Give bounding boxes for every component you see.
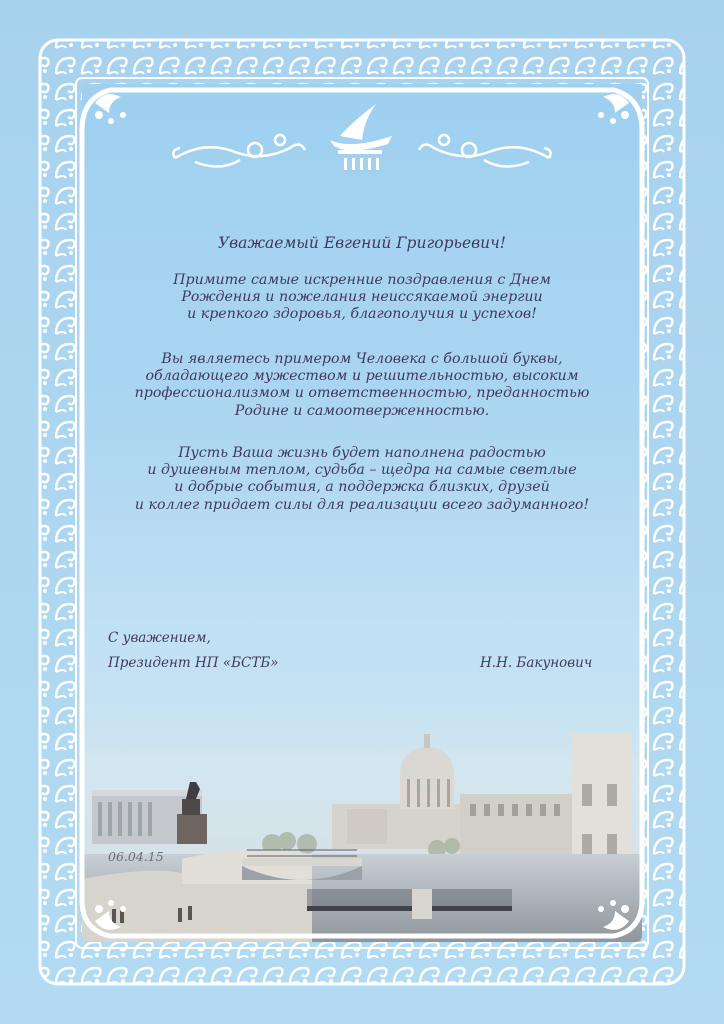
scroll-ornament-left-icon bbox=[173, 135, 305, 167]
text-line: и коллег придает силы для реализации всего задуманного! bbox=[134, 496, 590, 513]
letter-greeting: Уважаемый Евгений Григорьевич! bbox=[217, 234, 507, 252]
text-line: профессионализмом и ответственностью, преданностью bbox=[134, 385, 590, 402]
text-line: обладающего мужеством и решительностью, высоким bbox=[145, 368, 579, 385]
text-line: Пусть Ваша жизнь будет наполнена радостью bbox=[178, 445, 546, 461]
signature-name: Н.Н. Бакунович bbox=[480, 655, 593, 671]
letter-date: 06.04.15 bbox=[108, 849, 164, 864]
text-line: Родине и самоотверженностью. bbox=[234, 402, 490, 419]
ship-emblem-icon bbox=[330, 104, 392, 170]
text-line: Рождения и пожелания неиссякаемой энергии bbox=[181, 289, 543, 306]
signature-regards: С уважением, bbox=[108, 630, 211, 646]
scroll-ornament-right-icon bbox=[419, 135, 551, 167]
letter-paragraph-3 bbox=[82, 445, 642, 514]
text-line: и крепкого здоровья, благополучия и успехов! bbox=[187, 306, 537, 323]
signature-position: Президент НП «БСТБ» bbox=[108, 655, 279, 671]
text-line: и душевным теплом, судьба – щедра на самые светлые bbox=[147, 462, 577, 479]
text-line: Вы являетесь примером Человека с большой буквы, bbox=[161, 351, 563, 367]
letter-paragraph-2 bbox=[82, 351, 642, 420]
letter-paragraph-1 bbox=[82, 272, 642, 324]
text-line: и добрые события, а поддержка близких, друзей bbox=[174, 479, 550, 496]
text-line: Примите самые искренние поздравления с Днем bbox=[173, 272, 551, 288]
